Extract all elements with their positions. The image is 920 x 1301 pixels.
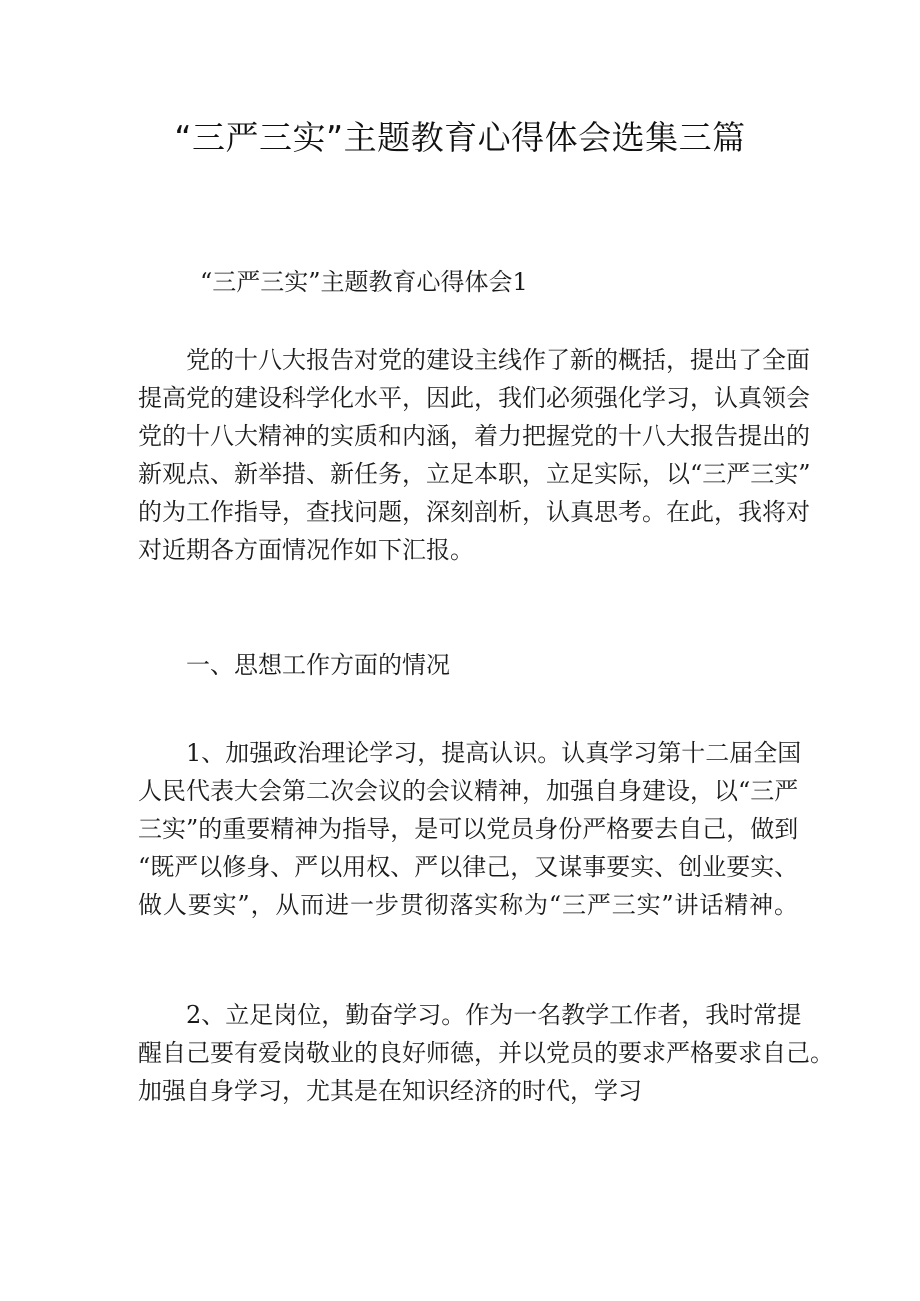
paragraph-point-2	[138, 996, 834, 1110]
paragraph-line: 做人要实”，从而进一步贯彻落实称为“三严三实”讲话精神。	[138, 891, 798, 919]
paragraph-line: “既严以修身、严以用权、严以律己，又谋事要实、创业要实、	[138, 853, 799, 881]
paragraph-point-1	[138, 734, 802, 924]
paragraph-line: 醒自己要有爱岗敬业的良好师德，并以党员的要求严格要求自己。	[138, 1039, 834, 1067]
heading-line: 一、思想工作方面的情况	[186, 651, 450, 679]
paragraph-line: 对近期各方面情况作如下汇报。	[138, 536, 474, 564]
paragraph-line: 新观点、新举措、新任务，立足本职，立足实际，以“三严三实”	[138, 460, 811, 488]
document-title: “三严三实”主题教育心得体会选集三篇	[174, 118, 746, 157]
paragraph-line: 三实”的重要精神为指导，是可以党员身份严格要去自己，做到	[138, 815, 799, 843]
paragraph-line: 党的十八大报告对党的建设主线作了新的概括，提出了全面	[186, 346, 810, 374]
paragraph-line: 2、立足岗位，勤奋学习。作为一名教学工作者，我时常提	[186, 1001, 802, 1029]
paragraph-intro	[138, 341, 811, 569]
paragraph-line: 1、加强政治理论学习，提高认识。认真学习第十二届全国	[186, 739, 802, 767]
paragraph-line: 加强自身学习，尤其是在知识经济的时代，学习	[138, 1077, 642, 1105]
paragraph-line: 的为工作指导，查找问题，深刻剖析，认真思考。在此，我将对	[138, 498, 810, 526]
paragraph-line: 人民代表大会第二次会议的会议精神，加强自身建设，以“三严	[138, 777, 799, 805]
section-subtitle: “三严三实”主题教育心得体会1	[200, 268, 528, 296]
paragraph-line: 提高党的建设科学化水平，因此，我们必须强化学习，认真领会	[138, 384, 810, 412]
section-heading	[138, 646, 798, 684]
paragraph-line: 党的十八大精神的实质和内涵，着力把握党的十八大报告提出的	[138, 422, 810, 450]
